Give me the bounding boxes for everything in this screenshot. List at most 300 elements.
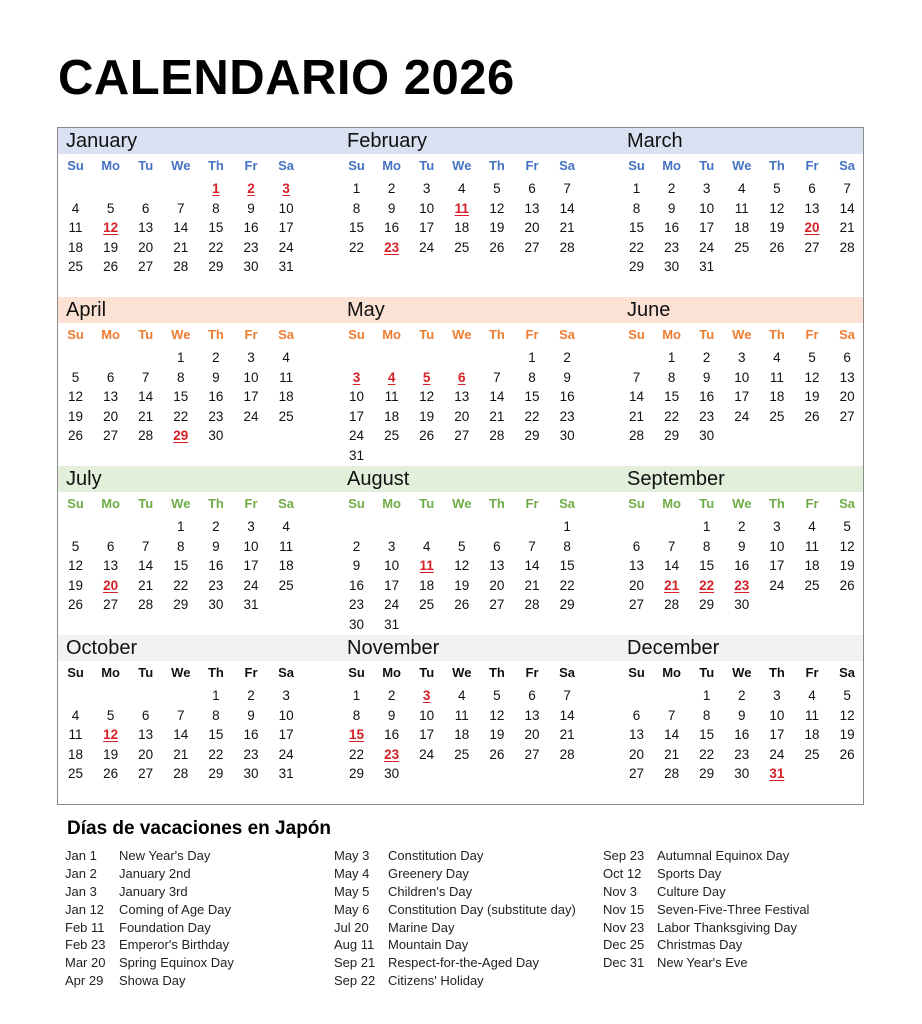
calendar-day: 20	[628, 577, 645, 593]
month-name: October	[66, 637, 138, 659]
weekday-header: Sa	[559, 665, 576, 680]
calendar-day: 2	[352, 538, 361, 554]
calendar-day: 21	[559, 727, 575, 743]
calendar-day: 14	[524, 558, 540, 574]
calendar-grid	[57, 127, 864, 805]
calendar-day: 25	[804, 577, 820, 593]
calendar-day: 4	[808, 688, 816, 703]
calendar-day: 1	[528, 350, 536, 365]
calendar-day: 1	[702, 688, 711, 703]
holiday-date: May 6	[334, 901, 370, 917]
calendar-day: 29	[559, 597, 575, 613]
calendar-day: 1	[212, 688, 220, 703]
calendar-day: 31	[278, 259, 294, 275]
calendar-day: 25	[734, 239, 750, 255]
calendar-day: 6	[528, 181, 536, 196]
calendar-day: 9	[212, 538, 220, 554]
calendar-day: 3	[422, 181, 431, 196]
calendar-day: 18	[384, 408, 400, 424]
calendar-day: 7	[141, 538, 150, 554]
calendar-day: 12	[489, 707, 505, 723]
weekday-header: Fr	[805, 496, 819, 511]
calendar-day: 9	[738, 707, 746, 723]
calendar-day: 7	[632, 369, 641, 385]
calendar-day: 9	[247, 200, 255, 216]
calendar-day: 16	[734, 558, 750, 574]
calendar-day: 11	[734, 200, 749, 216]
calendar-day: 23	[664, 239, 680, 255]
holiday-date: Dec 25	[603, 937, 645, 953]
weekday-header: Th	[488, 496, 505, 511]
calendar-day: 14	[138, 558, 154, 574]
holiday-name: Seven-Five-Three Festival	[657, 901, 810, 917]
weekday-header: Sa	[278, 665, 295, 680]
calendar-day: 25	[67, 259, 84, 275]
calendar-day: 3	[247, 350, 255, 365]
calendar-day: 21	[559, 220, 575, 236]
calendar-day: 2	[212, 350, 220, 365]
calendar-day: 8	[702, 538, 711, 554]
calendar-day: 26	[103, 766, 119, 782]
calendar-day: 4	[808, 519, 816, 534]
holiday-date: May 5	[334, 883, 370, 899]
calendar-day: 25	[278, 577, 294, 593]
holiday-day: 3	[352, 369, 361, 385]
calendar-day: 22	[699, 746, 715, 762]
calendar-day: 7	[493, 369, 501, 385]
weekday-header: Tu	[138, 327, 154, 342]
calendar-day: 4	[282, 350, 290, 365]
holiday-name: Emperor's Birthday	[119, 937, 230, 953]
holiday-name: New Year's Eve	[657, 955, 748, 971]
calendar-day: 21	[628, 408, 645, 424]
calendar-day: 21	[839, 220, 855, 236]
calendar-day: 18	[419, 577, 435, 593]
calendar-day: 23	[208, 408, 224, 424]
calendar-day: 10	[243, 538, 259, 554]
calendar-day: 20	[524, 727, 540, 743]
calendar-day: 7	[528, 538, 536, 554]
calendar-day: 18	[804, 727, 820, 743]
calendar-day: 29	[208, 766, 224, 782]
calendar-day: 13	[489, 558, 505, 574]
calendar-day: 27	[524, 239, 540, 255]
weekday-header: Tu	[419, 158, 435, 173]
calendar-day: 3	[773, 519, 781, 534]
calendar-day: 19	[103, 746, 119, 762]
weekday-header: Sa	[559, 496, 576, 511]
holiday-date: Nov 3	[603, 883, 637, 899]
calendar-day: 19	[103, 239, 119, 255]
calendar-day: 9	[667, 200, 676, 216]
calendar-day: 9	[352, 558, 361, 574]
holiday-name: Showa Day	[119, 973, 186, 989]
calendar-day: 9	[247, 707, 255, 723]
holiday-day: 11	[454, 200, 469, 216]
calendar-day: 6	[632, 538, 641, 554]
calendar-day: 2	[667, 181, 676, 196]
calendar-day: 27	[138, 766, 154, 782]
calendar-day: 21	[664, 746, 680, 762]
calendar-day: 6	[632, 707, 641, 723]
calendar-day: 19	[769, 220, 785, 236]
calendar-day: 24	[419, 239, 435, 255]
calendar-day: 8	[352, 200, 361, 216]
calendar-day: 8	[667, 369, 676, 385]
weekday-header: We	[171, 327, 191, 342]
calendar-day: 30	[734, 597, 750, 613]
calendar-day: 2	[738, 519, 746, 534]
weekday-header: Tu	[419, 665, 435, 680]
calendar-day: 24	[769, 577, 785, 593]
weekday-header: Mo	[662, 496, 681, 511]
calendar-day: 22	[348, 239, 365, 255]
holiday-date: May 3	[334, 848, 370, 863]
holiday-date: Feb 11	[65, 919, 105, 935]
weekday-header: Fr	[805, 665, 819, 680]
calendar-day: 29	[348, 766, 365, 782]
calendar-day: 11	[68, 727, 83, 743]
calendar-day: 2	[247, 688, 255, 703]
calendar-day: 2	[738, 688, 746, 703]
weekday-header: Sa	[559, 158, 576, 173]
holiday-name: Labor Thanksgiving Day	[657, 919, 797, 935]
calendar-day: 3	[387, 538, 396, 554]
calendar-day: 30	[243, 259, 259, 275]
calendar-day: 5	[808, 350, 816, 365]
calendar-day: 21	[489, 408, 505, 424]
weekday-header: We	[452, 327, 472, 342]
calendar-day: 17	[734, 389, 750, 405]
calendar-day: 22	[173, 408, 189, 424]
calendar-day: 1	[352, 181, 361, 196]
calendar-day: 22	[524, 408, 540, 424]
holiday-day: 12	[103, 220, 119, 236]
calendar-day: 4	[458, 688, 466, 703]
calendar-day: 28	[138, 428, 154, 444]
weekday-header: Fr	[244, 158, 258, 173]
calendar-day: 20	[628, 746, 645, 762]
month-name: June	[627, 299, 671, 321]
weekday-header: Su	[348, 327, 365, 342]
holiday-date: Nov 23	[603, 919, 645, 935]
calendar-day: 17	[278, 220, 294, 236]
calendar-day: 8	[212, 707, 220, 723]
weekday-header: Tu	[699, 158, 715, 173]
calendar-day: 19	[839, 727, 855, 743]
calendar-day: 19	[67, 577, 84, 593]
calendar-day: 11	[279, 538, 294, 554]
calendar-day: 20	[839, 389, 855, 405]
calendar-day: 23	[243, 239, 259, 255]
weekday-header: Th	[488, 327, 505, 342]
calendar-day: 2	[387, 181, 396, 196]
calendar-day: 23	[348, 597, 365, 613]
calendar-day: 12	[489, 200, 505, 216]
calendar-day: 25	[454, 239, 470, 255]
calendar-day: 12	[67, 558, 84, 574]
calendar-day: 17	[243, 558, 259, 574]
weekday-header: We	[732, 496, 752, 511]
calendar-day: 31	[278, 766, 294, 782]
calendar-day: 7	[563, 688, 571, 703]
holiday-name: Autumnal Equinox Day	[657, 848, 790, 863]
calendar-day: 13	[103, 389, 119, 405]
weekday-header: Th	[768, 158, 785, 173]
quarter-band	[58, 635, 863, 661]
weekday-header: Mo	[662, 327, 681, 342]
weekday-header: Th	[768, 496, 785, 511]
calendar-day: 22	[348, 746, 365, 762]
calendar-day: 9	[387, 200, 396, 216]
calendar-day: 28	[138, 597, 154, 613]
holiday-day: 21	[664, 577, 680, 593]
month-name: September	[627, 468, 725, 490]
calendar-day: 5	[106, 200, 115, 216]
calendar-day: 3	[282, 688, 290, 703]
calendar-day: 15	[348, 220, 365, 236]
calendar-day: 9	[563, 369, 571, 385]
weekday-header: Su	[628, 665, 645, 680]
calendar-day: 10	[419, 707, 435, 723]
weekday-header: We	[452, 496, 472, 511]
weekday-header: Sa	[839, 158, 856, 173]
calendar-day: 24	[699, 239, 715, 255]
weekday-header: Sa	[839, 496, 856, 511]
calendar-day: 14	[173, 220, 189, 236]
calendar-day: 26	[839, 577, 855, 593]
holiday-date: Apr 29	[65, 973, 104, 989]
calendar-day: 22	[664, 408, 680, 424]
weekday-header: Tu	[138, 496, 154, 511]
calendar-day: 6	[493, 538, 501, 554]
weekday-header: We	[732, 327, 752, 342]
calendar-day: 30	[559, 428, 575, 444]
calendar-day: 9	[738, 538, 746, 554]
calendar-day: 14	[839, 200, 855, 216]
calendar-day: 24	[769, 746, 785, 762]
quarter-band	[58, 297, 863, 323]
calendar-day: 22	[208, 239, 224, 255]
calendar-day: 27	[103, 597, 119, 613]
holiday-name: Mountain Day	[388, 937, 469, 953]
weekday-header: Fr	[525, 665, 539, 680]
holiday-date: Jan 12	[65, 901, 105, 917]
weekday-header: Su	[628, 496, 645, 511]
weekday-header: Su	[67, 327, 84, 342]
calendar-day: 26	[769, 239, 785, 255]
month-name: April	[66, 299, 107, 321]
calendar-day: 21	[138, 577, 154, 593]
holiday-day: 11	[419, 558, 434, 574]
calendar-day: 29	[699, 597, 715, 613]
calendar-day: 15	[699, 558, 715, 574]
holiday-date: Sep 22	[334, 973, 376, 989]
calendar-day: 12	[839, 538, 855, 554]
calendar-day: 13	[804, 200, 820, 216]
calendar-day: 6	[141, 200, 150, 216]
weekday-header: Th	[488, 158, 505, 173]
weekday-header: Sa	[278, 496, 295, 511]
calendar-day: 1	[177, 350, 185, 365]
calendar-day: 28	[664, 597, 680, 613]
calendar-day: 29	[699, 766, 715, 782]
calendar-day: 27	[524, 746, 540, 762]
calendar-day: 27	[628, 766, 645, 782]
calendar-day: 15	[173, 558, 189, 574]
calendar-day: 20	[489, 577, 505, 593]
calendar-day: 2	[702, 350, 711, 365]
calendar-day: 22	[559, 577, 575, 593]
calendar-day: 25	[419, 597, 435, 613]
calendar-day: 26	[419, 428, 435, 444]
calendar-day: 18	[67, 746, 84, 762]
calendar-day: 17	[348, 408, 365, 424]
weekday-header: Mo	[382, 327, 401, 342]
holiday-name: Sports Day	[657, 865, 722, 881]
calendar-day: 15	[559, 558, 575, 574]
calendar-day: 17	[384, 577, 400, 593]
calendar-day: 4	[738, 181, 746, 196]
calendar-day: 27	[628, 597, 645, 613]
calendar-day: 24	[419, 746, 435, 762]
calendar-day: 26	[103, 259, 119, 275]
calendar-day: 7	[177, 707, 185, 723]
weekday-header: Mo	[382, 665, 401, 680]
calendar-day: 28	[559, 746, 575, 762]
calendar-day: 15	[208, 727, 224, 743]
holiday-day: 22	[699, 577, 715, 593]
calendar-day: 20	[103, 408, 119, 424]
calendar-day: 19	[67, 408, 84, 424]
holiday-day: 3	[282, 181, 290, 196]
calendar-day: 12	[804, 369, 820, 385]
weekday-header: We	[732, 158, 752, 173]
calendar-day: 14	[138, 389, 154, 405]
calendar-day: 2	[563, 350, 571, 365]
weekday-header: We	[171, 496, 191, 511]
calendar-day: 11	[454, 707, 469, 723]
calendar-day: 24	[278, 239, 294, 255]
holiday-day: 20	[103, 577, 119, 593]
calendar-day: 5	[493, 181, 501, 196]
calendar-day: 20	[454, 408, 470, 424]
holiday-day: 3	[422, 688, 431, 703]
calendar-day: 9	[702, 369, 711, 385]
weekday-header: Mo	[662, 665, 681, 680]
calendar-day: 5	[71, 538, 80, 554]
calendar-day: 10	[734, 369, 750, 385]
calendar-day: 19	[489, 727, 505, 743]
weekday-header: Th	[768, 665, 785, 680]
calendar-day: 2	[387, 688, 396, 703]
holiday-date: Mar 20	[65, 955, 106, 971]
holiday-day: 31	[769, 766, 785, 782]
holiday-name: Respect-for-the-Aged Day	[388, 955, 540, 971]
weekday-header: Su	[67, 158, 84, 173]
weekday-header: Su	[67, 496, 84, 511]
calendar-day: 5	[493, 688, 501, 703]
holiday-day: 29	[173, 428, 189, 444]
holiday-day: 2	[247, 181, 255, 196]
calendar-day: 19	[419, 408, 435, 424]
calendar-day: 8	[212, 200, 220, 216]
calendar-day: 29	[628, 259, 645, 275]
quarter-band	[58, 128, 863, 154]
calendar-day: 14	[173, 727, 189, 743]
calendar-day: 12	[454, 558, 470, 574]
calendar-day: 16	[208, 558, 224, 574]
holiday-name: Constitution Day	[388, 848, 484, 863]
calendar-day: 18	[278, 558, 294, 574]
month-name: December	[627, 637, 720, 659]
calendar-day: 28	[173, 259, 189, 275]
calendar-day: 13	[454, 389, 470, 405]
holiday-name: January 3rd	[119, 883, 188, 899]
calendar-day: 14	[489, 389, 505, 405]
calendar-day: 21	[138, 408, 154, 424]
calendar-day: 8	[702, 707, 711, 723]
month-name: May	[347, 299, 385, 321]
calendar-day: 17	[243, 389, 259, 405]
calendar-day: 6	[808, 181, 816, 196]
calendar-day: 10	[384, 558, 400, 574]
calendar-day: 30	[384, 766, 400, 782]
weekday-header: Th	[207, 665, 224, 680]
weekday-header: Th	[768, 327, 785, 342]
month-name: August	[347, 468, 410, 490]
month-name: February	[347, 130, 428, 152]
weekday-header: Fr	[805, 327, 819, 342]
calendar-day: 23	[243, 746, 259, 762]
calendar-day: 5	[773, 181, 781, 196]
calendar-day: 10	[243, 369, 259, 385]
month-name: January	[66, 130, 138, 152]
weekday-header: Th	[488, 665, 505, 680]
weekday-header: We	[452, 158, 472, 173]
month-name: November	[347, 637, 440, 659]
holiday-day: 4	[387, 369, 396, 385]
weekday-header: Tu	[699, 327, 715, 342]
weekday-header: Fr	[805, 158, 819, 173]
calendar-day: 16	[699, 389, 715, 405]
calendar-day: 11	[769, 369, 784, 385]
calendar-day: 13	[628, 558, 645, 574]
holiday-name: Christmas Day	[657, 937, 743, 953]
calendar-day: 8	[528, 369, 536, 385]
calendar-day: 7	[177, 200, 185, 216]
calendar-day: 21	[524, 577, 540, 593]
calendar-day: 14	[559, 200, 575, 216]
weekday-header: We	[171, 665, 191, 680]
calendar-day: 10	[419, 200, 435, 216]
calendar-day: 1	[352, 688, 361, 703]
calendar-day: 11	[384, 389, 399, 405]
calendar-day: 1	[667, 350, 676, 365]
calendar-day: 10	[278, 707, 294, 723]
calendar-day: 17	[419, 220, 435, 236]
calendar-day: 10	[769, 707, 785, 723]
calendar-day: 18	[769, 389, 785, 405]
holiday-date: May 4	[334, 865, 370, 881]
month-name: March	[627, 130, 683, 152]
calendar-day: 11	[68, 220, 83, 236]
weekday-header: Fr	[244, 496, 258, 511]
calendar-day: 12	[839, 707, 855, 723]
holiday-name: January 2nd	[119, 865, 191, 881]
weekday-header: Su	[348, 665, 365, 680]
calendar-day: 17	[769, 558, 785, 574]
